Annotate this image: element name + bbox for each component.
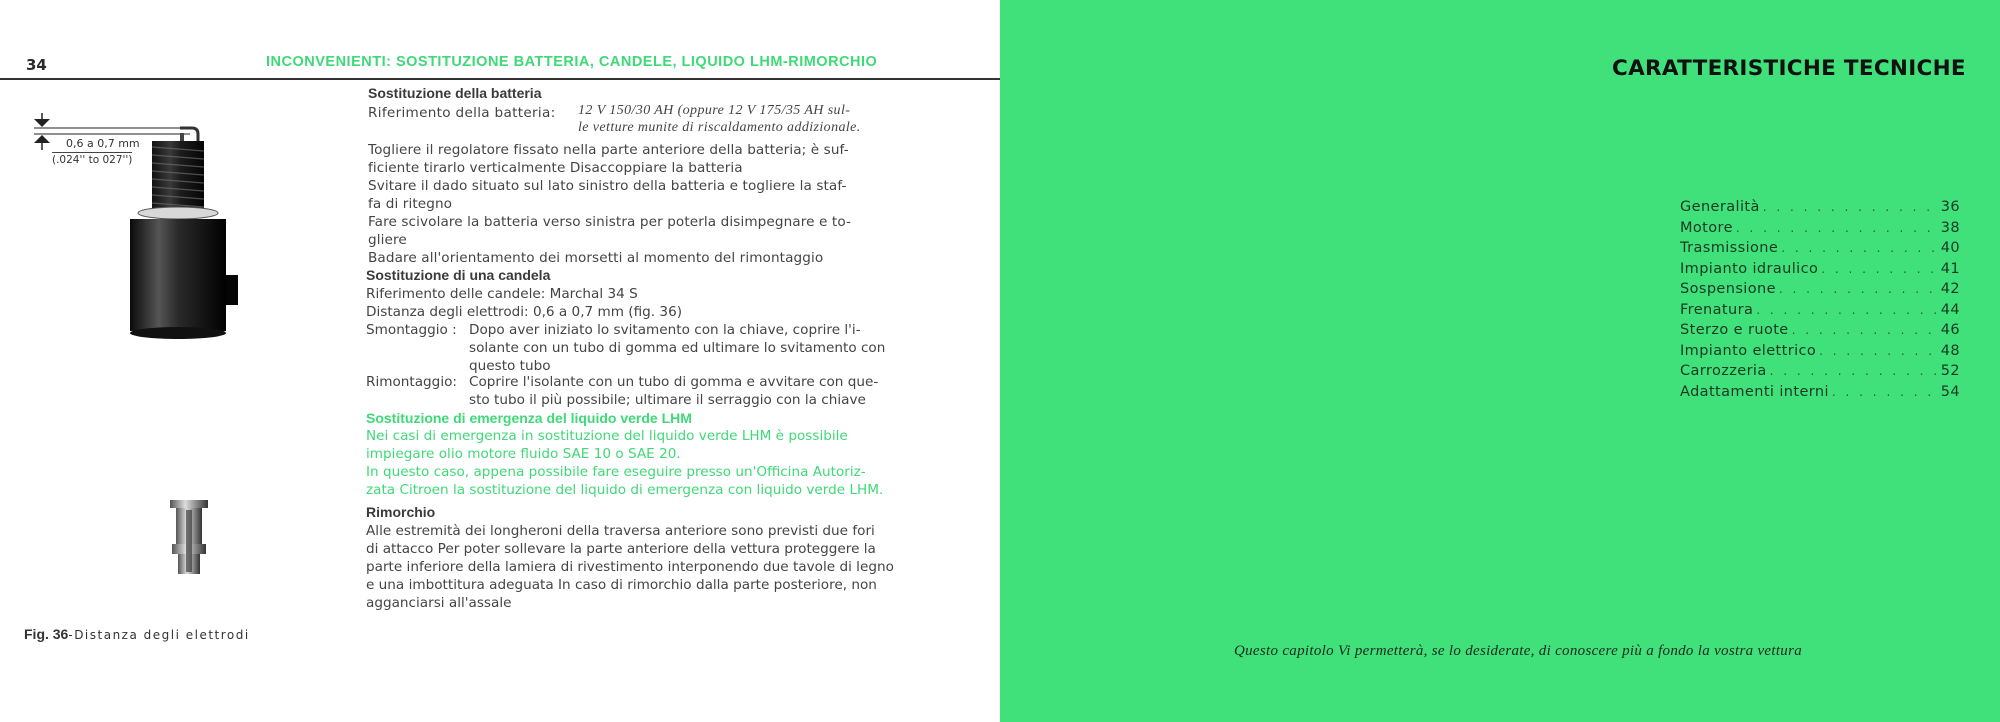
toc-leader — [1779, 282, 1938, 296]
lhm-heading: Sostituzione di emergenza del liquido verde LHM — [366, 410, 692, 426]
battery-line: ficiente tirarlo verticalmente Disaccoppiare la batteria — [368, 160, 743, 176]
rimontaggio-label: Rimontaggio: — [366, 374, 457, 390]
figure-caption — [24, 626, 250, 642]
toc-label: Carrozzeria — [1680, 363, 1767, 379]
rimontaggio-line: Coprire l'isolante con un tubo di gomma e avvitare con que- — [469, 374, 879, 390]
trailer-line: di attacco Per poter sollevare la parte anteriore della vettura proteggere la — [366, 541, 876, 557]
header-divider — [0, 78, 1000, 80]
toc-item[interactable] — [1680, 281, 1960, 302]
figure-caption-text: -Distanza degli elettrodi — [68, 628, 250, 642]
rimontaggio-line: sto tubo il più possibile; ultimare il serraggio con la chiave — [469, 392, 866, 408]
toc-label: Sterzo e ruote — [1680, 322, 1789, 338]
page-number: 34 — [26, 56, 47, 74]
toc-leader — [1781, 241, 1938, 255]
battery-ref-value-2: le vetture munite di riscaldamento addizionale. — [578, 120, 861, 135]
toc-item[interactable] — [1680, 302, 1960, 323]
battery-instructions — [368, 141, 851, 267]
lhm-line: Nei casi di emergenza in sostituzione del liquido verde LHM è possibile — [366, 428, 848, 444]
toc-page: 42 — [1940, 281, 1960, 297]
smontaggio-line: questo tubo — [469, 358, 551, 374]
toc-label: Adattamenti interni — [1680, 383, 1829, 400]
battery-line: gliere — [368, 232, 407, 248]
chapter-intro: Questo capitolo Vi permetterà, se lo desiderate, di conoscere più a fondo la vostra vettura — [1234, 643, 1803, 659]
table-of-contents — [1680, 199, 1960, 404]
toc-item[interactable] — [1680, 322, 1960, 343]
toc-leader — [1819, 344, 1938, 358]
toc-leader — [1792, 323, 1938, 337]
battery-line: Svitare il dado situato sul lato sinistro della batteria e togliere la staf- — [368, 178, 847, 194]
toc-page: 52 — [1940, 363, 1960, 379]
battery-ref-value-1: 12 V 150/30 AH (oppure 12 V 175/35 AH sul- — [578, 103, 851, 118]
toc-leader — [1770, 364, 1938, 378]
toc-leader — [1763, 200, 1938, 214]
toc-item[interactable] — [1680, 363, 1960, 384]
page-header: INCONVENIENTI: SOSTITUZIONE BATTERIA, CANDELE, LIQUIDO LHM-RIMORCHIO — [266, 54, 878, 70]
candle-heading: Sostituzione di una candela — [366, 267, 551, 283]
toc-leader — [1736, 221, 1938, 235]
toc-label: Motore — [1680, 219, 1733, 236]
lhm-line: impiegare olio motore fluido SAE 10 o SAE 20. — [366, 446, 681, 462]
toc-label: Frenatura — [1680, 301, 1754, 318]
plug-terminal-figure — [164, 496, 216, 578]
toc-label: Sospensione — [1680, 281, 1776, 297]
toc-page: 40 — [1940, 240, 1960, 256]
smontaggio-line: Dopo aver iniziato lo svitamento con la chiave, coprire l'i- — [469, 322, 861, 338]
toc-item[interactable] — [1680, 261, 1960, 282]
section-title: CARATTERISTICHE TECNICHE — [1612, 56, 1966, 81]
toc-leader — [1832, 385, 1938, 399]
trailer-line: parte inferiore della lamiera di rivestimento interponendo due tavole di legno — [366, 559, 894, 575]
trailer-line: Alle estremità dei longheroni della traversa anteriore sono previsti due fori — [366, 523, 875, 539]
battery-line: Togliere il regolatore fissato nella parte anteriore della batteria; è suf- — [368, 142, 849, 158]
figure-dimension-inches: (.024'' to 027'') — [52, 154, 133, 166]
toc-item[interactable] — [1680, 240, 1960, 261]
toc-label: Impianto elettrico — [1680, 342, 1817, 359]
toc-item[interactable] — [1680, 220, 1960, 241]
trailer-heading: Rimorchio — [366, 504, 436, 520]
battery-ref-label: Riferimento della batteria: — [368, 105, 556, 121]
toc-page: 36 — [1940, 199, 1960, 215]
figure-dimension-mm: 0,6 a 0,7 mm — [66, 137, 140, 150]
toc-item[interactable] — [1680, 384, 1960, 405]
battery-line: Fare scivolare la batteria verso sinistra per poterla disimpegnare e to- — [368, 214, 851, 230]
toc-label: Generalità — [1680, 199, 1760, 215]
battery-heading: Sostituzione della batteria — [368, 85, 542, 101]
toc-page: 44 — [1940, 301, 1960, 318]
lhm-line: zata Citroen la sostituzione del liquido di emergenza con liquido verde LHM. — [366, 482, 884, 498]
toc-page: 46 — [1940, 322, 1960, 338]
toc-page: 48 — [1940, 342, 1960, 359]
trailer-line: agganciarsi all'assale — [366, 595, 512, 611]
toc-page: 54 — [1940, 383, 1960, 400]
battery-line: Badare all'orientamento dei morsetti al momento del rimontaggio — [368, 250, 824, 266]
toc-page: 38 — [1940, 219, 1960, 236]
candle-line: Distanza degli elettrodi: 0,6 a 0,7 mm (fig. 36) — [366, 304, 683, 320]
battery-line: fa di ritegno — [368, 196, 453, 212]
toc-leader — [1756, 303, 1937, 317]
candle-line: Riferimento delle candele: Marchal 34 S — [366, 286, 638, 302]
figure-caption-label: Fig. 36 — [24, 626, 69, 642]
toc-item[interactable] — [1680, 199, 1960, 220]
toc-label: Impianto idraulico — [1680, 260, 1819, 277]
lhm-line: In questo caso, appena possibile fare eseguire presso un'Officina Autoriz- — [366, 464, 866, 480]
toc-leader — [1821, 262, 1937, 276]
trailer-line: e una imbottitura adeguata In caso di rimorchio dalla parte posteriore, non — [366, 577, 877, 593]
toc-label: Trasmissione — [1680, 240, 1779, 256]
smontaggio-line: solante con un tubo di gomma ed ultimare lo svitamento con — [469, 340, 886, 356]
toc-page: 41 — [1940, 260, 1960, 277]
smontaggio-label: Smontaggio : — [366, 322, 457, 338]
toc-item[interactable] — [1680, 343, 1960, 364]
